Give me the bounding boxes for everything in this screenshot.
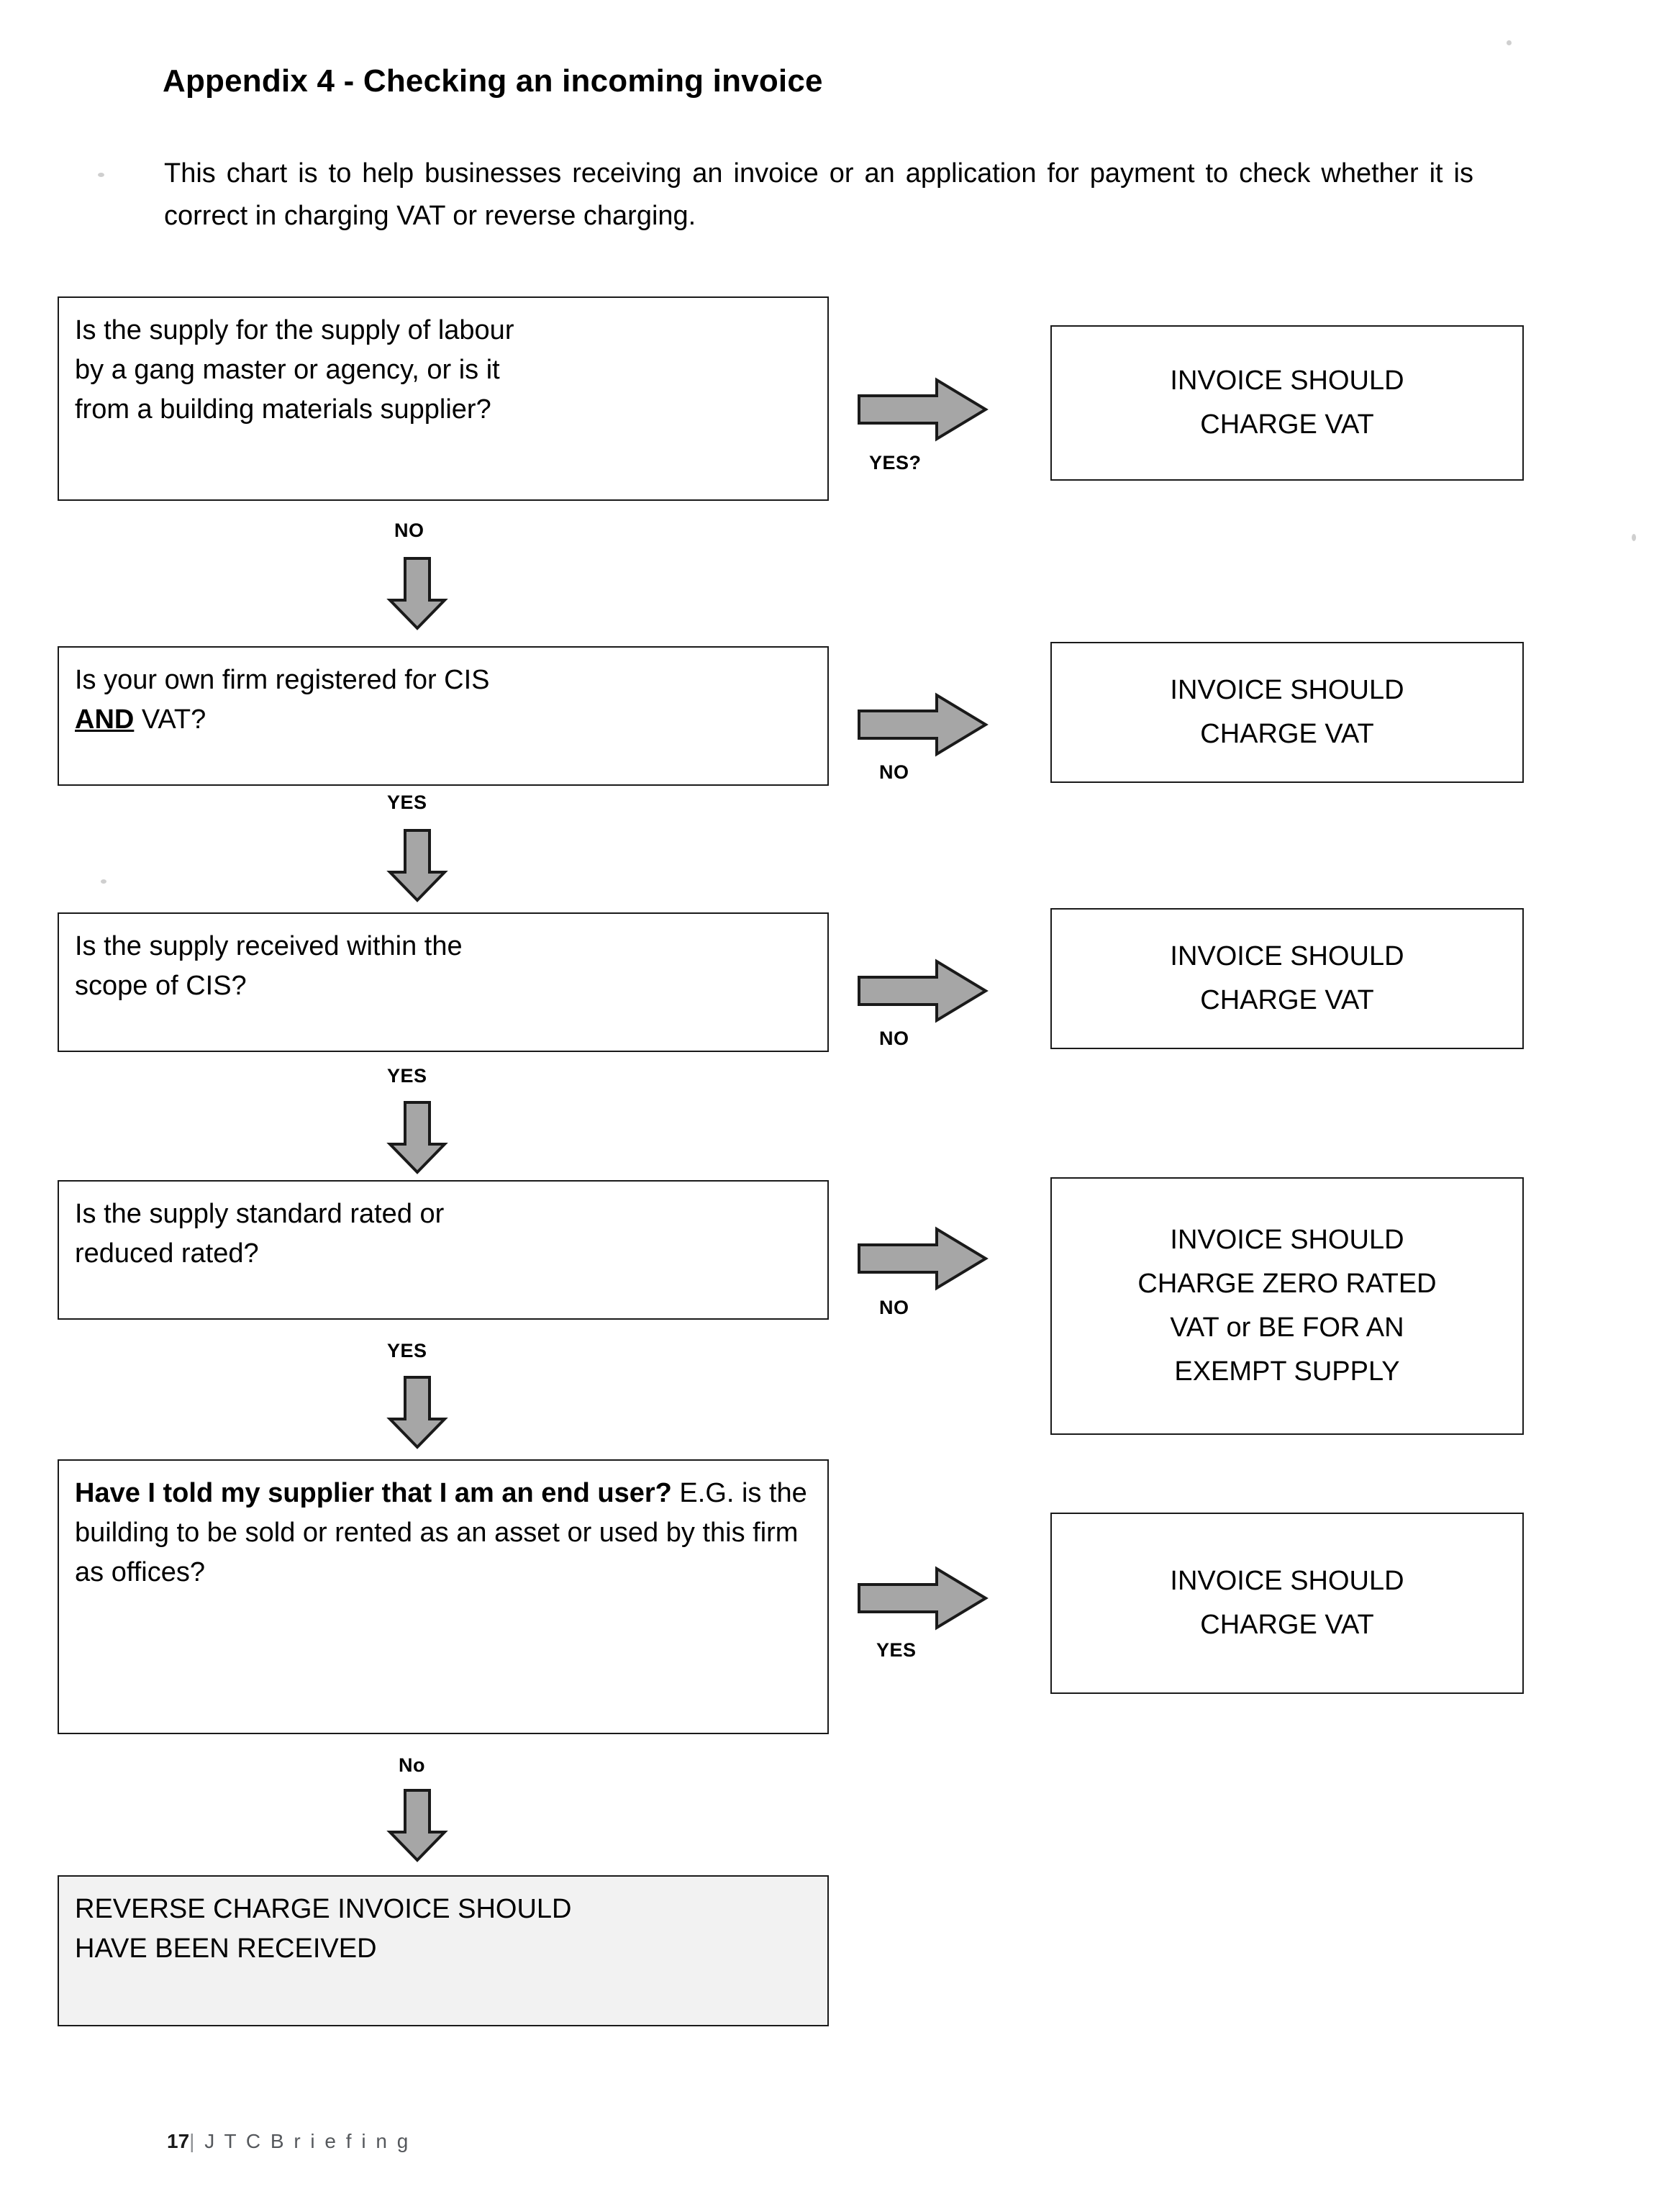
result-5-line-2: CHARGE VAT bbox=[1200, 1610, 1374, 1640]
arrow-right-no-3 bbox=[856, 956, 990, 1026]
result-box-3 bbox=[1050, 908, 1524, 1049]
question-4-line-1: Is the supply standard rated or bbox=[75, 1199, 445, 1229]
scan-speck bbox=[1632, 534, 1636, 541]
question-2-rest: VAT? bbox=[134, 704, 206, 735]
question-2-line-2 bbox=[75, 700, 812, 740]
arrow-right-no-4 bbox=[856, 1223, 990, 1294]
question-box-5 bbox=[58, 1459, 829, 1734]
page-title: Appendix 4 - Checking an incoming invoice bbox=[163, 63, 823, 99]
final-outcome-box bbox=[58, 1875, 829, 2026]
edge-label-yes-5: YES bbox=[876, 1639, 917, 1661]
question-4-line-2: reduced rated? bbox=[75, 1238, 259, 1269]
result-box-4 bbox=[1050, 1177, 1524, 1435]
result-box-5 bbox=[1050, 1513, 1524, 1694]
result-box-1 bbox=[1050, 325, 1524, 481]
edge-label-yes-2: YES bbox=[387, 792, 427, 813]
arrow-right-yes-5 bbox=[856, 1563, 990, 1633]
arrow-right-no-2 bbox=[856, 689, 990, 760]
result-4-line-3: VAT or BE FOR AN bbox=[1170, 1313, 1404, 1343]
final-line-2: HAVE BEEN RECEIVED bbox=[75, 1934, 377, 1964]
edge-label-yes-4: YES bbox=[387, 1340, 427, 1361]
edge-label-no-3: NO bbox=[879, 1028, 909, 1049]
final-line-1: REVERSE CHARGE INVOICE SHOULD bbox=[75, 1894, 572, 1924]
arrow-down-no-5 bbox=[381, 1787, 453, 1864]
question-1-line-1: Is the supply for the supply of labour bbox=[75, 315, 514, 345]
arrow-down-yes-4 bbox=[381, 1374, 453, 1451]
footer-separator: | bbox=[189, 2130, 197, 2152]
result-5-line-1: INVOICE SHOULD bbox=[1170, 1566, 1404, 1597]
footer-text: J T C B r i e f i n g bbox=[204, 2130, 411, 2152]
result-4-line-4: EXEMPT SUPPLY bbox=[1174, 1356, 1400, 1387]
edge-label-no-1: NO bbox=[394, 520, 424, 541]
result-2-line-2: CHARGE VAT bbox=[1200, 719, 1374, 749]
result-box-2 bbox=[1050, 642, 1524, 783]
result-2-line-1: INVOICE SHOULD bbox=[1170, 675, 1404, 706]
edge-label-yes-1: YES? bbox=[869, 452, 922, 473]
footer-page-number: 17 bbox=[167, 2130, 190, 2152]
question-box-1 bbox=[58, 296, 829, 501]
edge-label-yes-3: YES bbox=[387, 1065, 427, 1087]
result-1-line-1: INVOICE SHOULD bbox=[1170, 366, 1404, 396]
question-1-line-3: from a building materials supplier? bbox=[75, 394, 491, 425]
question-3-line-2: scope of CIS? bbox=[75, 971, 247, 1002]
arrow-down-yes-2 bbox=[381, 828, 453, 904]
scan-speck bbox=[101, 879, 106, 884]
question-box-3 bbox=[58, 912, 829, 1052]
question-1-line-2: by a gang master or agency, or is it bbox=[75, 355, 500, 386]
edge-label-no-4: NO bbox=[879, 1297, 909, 1318]
result-4-line-1: INVOICE SHOULD bbox=[1170, 1225, 1404, 1256]
result-3-line-2: CHARGE VAT bbox=[1200, 985, 1374, 1015]
result-1-line-2: CHARGE VAT bbox=[1200, 409, 1374, 440]
question-box-2 bbox=[58, 646, 829, 786]
scan-speck bbox=[98, 173, 104, 177]
question-2-and: AND bbox=[75, 704, 135, 735]
scan-speck bbox=[1507, 40, 1512, 45]
question-3-line-1: Is the supply received within the bbox=[75, 931, 463, 961]
question-5-rest: E.G. is the building to be sold or rented as an asset or used by this firm as offices? bbox=[75, 1478, 807, 1588]
question-box-4 bbox=[58, 1180, 829, 1320]
arrow-down-yes-3 bbox=[381, 1100, 453, 1176]
page-footer bbox=[167, 2130, 410, 2153]
question-5-bold: Have I told my supplier that I am an end user? bbox=[75, 1478, 672, 1508]
result-4-line-2: CHARGE ZERO RATED bbox=[1137, 1269, 1437, 1300]
intro-paragraph: This chart is to help businesses receiving an invoice or an application for payment to check whether it is correct in charging VAT or reverse charging. bbox=[164, 158, 1473, 231]
arrow-right-yes-1 bbox=[856, 374, 990, 445]
arrow-down-no-1 bbox=[381, 556, 453, 632]
edge-label-no-2: NO bbox=[879, 761, 909, 783]
result-3-line-1: INVOICE SHOULD bbox=[1170, 941, 1404, 972]
question-2-line-1: Is your own firm registered for CIS bbox=[75, 665, 490, 695]
edge-label-no-5: No bbox=[399, 1754, 425, 1776]
